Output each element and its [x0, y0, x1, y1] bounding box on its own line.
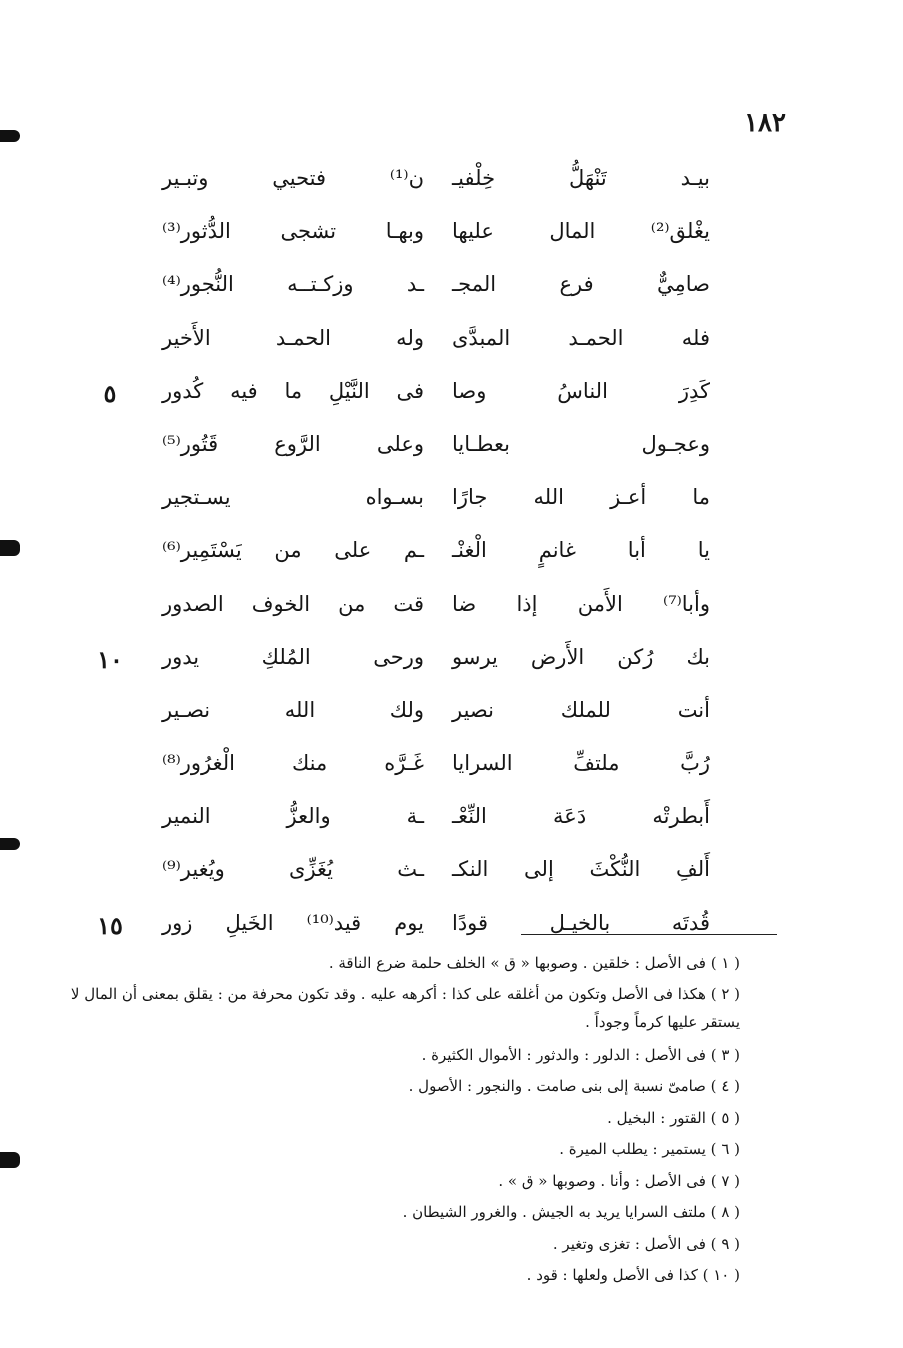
second-hemistich: وبهـا تشجى الدُّثور⁽³⁾ [162, 219, 424, 244]
verse-line [150, 479, 710, 532]
verse-line [150, 798, 710, 851]
verse-line [150, 692, 710, 745]
scan-edge-mark [0, 130, 20, 142]
first-hemistich: فله الحمـد المبدَّى [452, 325, 710, 350]
scan-edge-mark [0, 540, 20, 556]
second-hemistich: غَـرَّه منك الْغرُور⁽⁸⁾ [162, 751, 424, 776]
footnote: ( ١٠ ) كذا فى الأصل ولعلها : قود . [526, 1266, 740, 1284]
verse-line [150, 266, 710, 319]
second-hemistich: ـم على من يَسْتَمِير⁽⁶⁾ [162, 538, 424, 563]
second-hemistich: بسـواه يسـتجير [162, 485, 424, 510]
footnote: ( ٢ ) هكذا فى الأصل وتكون من أغلقه على كذا : أكرهه عليه . وقد تكون محرفة من : يقلق بمعنى أن المال لا يستقر عليها كرماً وجوداً . [70, 984, 740, 1031]
second-hemistich: ورحى المُلكِ يدور [162, 644, 424, 669]
footnote: ( ٤ ) صامىّ نسبة إلى بنى صامت . والنجور : الأصول . [408, 1077, 740, 1095]
verse-line [150, 160, 710, 213]
first-hemistich: ما أعـز الله جارًا [452, 485, 710, 510]
first-hemistich: يا أبا غانمٍ الْغنْـ [452, 538, 710, 563]
first-hemistich: صامِيٌّ فرع المجـ [452, 272, 710, 297]
first-hemistich: رُبَّ ملتفِّ السرايا [452, 751, 710, 776]
footnotes [70, 948, 740, 1292]
second-hemistich: ـد وزكـتــه النُّجور⁽⁴⁾ [162, 272, 424, 297]
second-hemistich: ولك الله نصـير [162, 697, 424, 722]
verse-line [150, 851, 710, 904]
footnote: ( ٣ ) فى الأصل : الدلور : والدثور : الأموال الكثيرة . [421, 1045, 740, 1064]
first-hemistich: وعجـول بعطـايا [452, 431, 710, 456]
second-hemistich: ـث يُغَزِّى ويُغير⁽⁹⁾ [162, 857, 424, 882]
footnote-separator [521, 934, 777, 935]
second-hemistich: يوم قيد⁽¹⁰⁾ الخَيلِ زور [162, 910, 424, 935]
verse-line [150, 213, 710, 266]
verse-line [97, 639, 710, 692]
poem [97, 160, 710, 958]
verse-line [150, 532, 710, 585]
verse-number: ١٠ [97, 644, 123, 674]
scan-edge-mark [0, 1152, 20, 1168]
verse-line [150, 586, 710, 639]
first-hemistich: أَلفِ النُّكْثَ إلى النكـ [452, 857, 710, 882]
verse-line [150, 426, 710, 479]
first-hemistich: بيـد تَنْهَلُّ خِلْفيـ [452, 166, 710, 190]
second-hemistich: وله الحمـد الأَخير [162, 325, 424, 350]
second-hemistich: قت من الخوف الصدور [162, 591, 424, 616]
footnote: ( ٥ ) القتور : البخيل . [607, 1108, 740, 1127]
footnote: ( ٨ ) ملتف السرايا يريد به الجيش . والغرور الشيطان . [402, 1203, 740, 1221]
first-hemistich: بك رُكن الأَرض يرسو [452, 644, 710, 669]
verse-line [103, 373, 710, 426]
first-hemistich: أَبطرتْه دَعَة النِّعْـ [452, 804, 710, 829]
verse-number: ١٥ [97, 910, 123, 940]
first-hemistich: أنت للملك نصير [452, 697, 710, 722]
first-hemistich: كَدِرَ الناسُ وصا [452, 378, 710, 403]
footnote: ( ١ ) فى الأصل : خلقين . وصوبها « ق » الخلف حلمة ضرع الناقة . [328, 954, 740, 972]
first-hemistich: قُدتَه بالخيـل قودًا [452, 910, 710, 935]
page-number: ١٨٢ [744, 108, 786, 138]
second-hemistich: ـة والعزُّ النمير [162, 804, 424, 829]
first-hemistich: وأبا⁽⁷⁾ الأَمن إذا ضا [452, 591, 710, 616]
second-hemistich: وعلى الرَّوع قَتُور⁽⁵⁾ [162, 431, 424, 456]
footnote: ( ٦ ) يستمير : يطلب الميرة . [559, 1140, 740, 1158]
footnote: ( ٧ ) فى الأصل : وأنا . وصوبها « ق » . [498, 1171, 740, 1190]
footnote: ( ٩ ) فى الأصل : تغزى وتغير . [552, 1234, 740, 1253]
first-hemistich: يغْلق⁽²⁾ المال عليها [452, 219, 710, 244]
second-hemistich: فى النَّيْلِ ما فيه كُدور [162, 378, 424, 403]
verse-line [150, 320, 710, 373]
verse-line [150, 745, 710, 798]
verse-number: ٥ [103, 378, 117, 408]
scan-edge-mark [0, 838, 20, 850]
second-hemistich: ن⁽¹⁾ فتحيي وتبـير [162, 166, 424, 190]
